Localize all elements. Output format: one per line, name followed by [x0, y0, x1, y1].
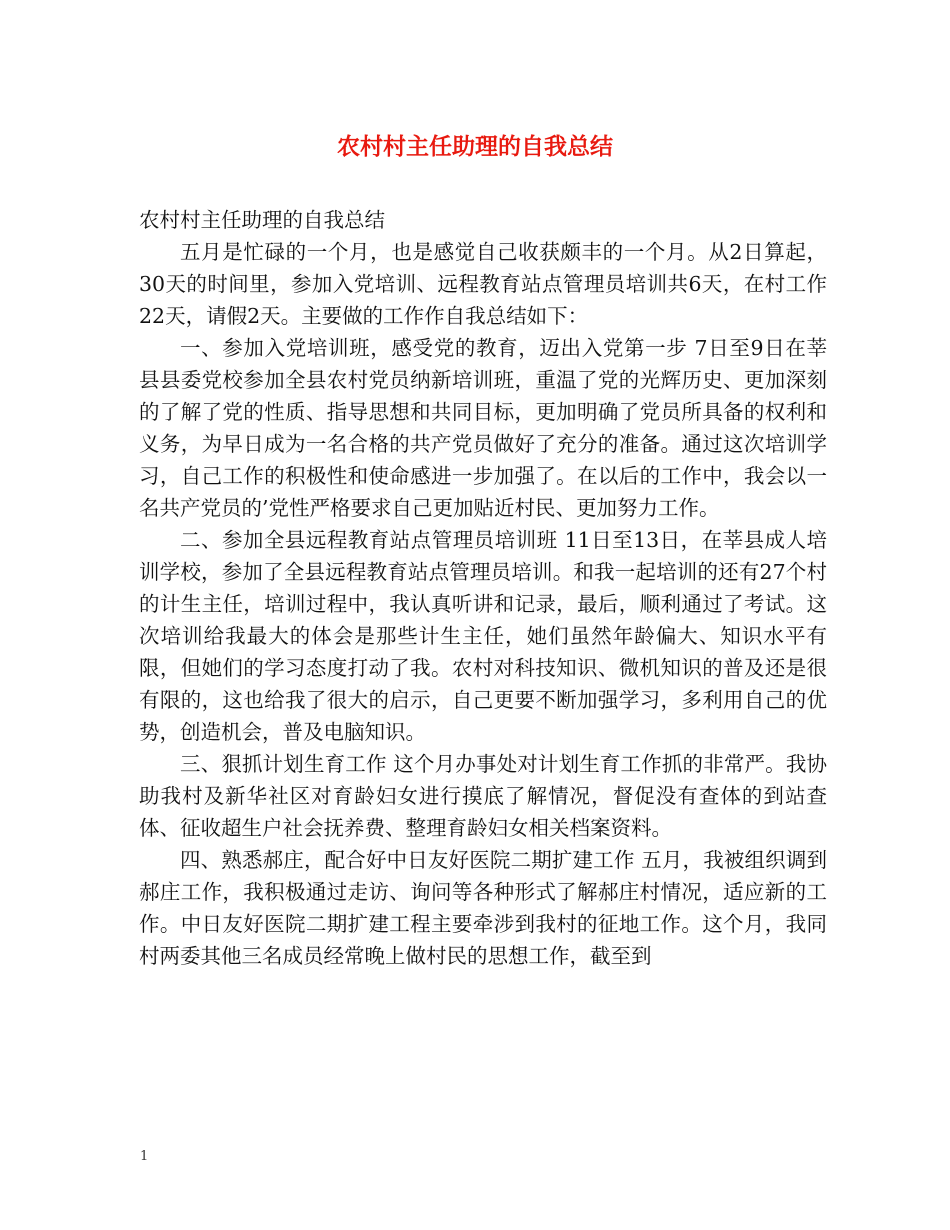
paragraph-intro: 五月是忙碌的一个月，也是感觉自己收获颇丰的一个月。从2日算起，30天的时间里，参加入党培训、远程教育站点管理员培训共6天，在村工作22天，请假2天。主要做的工作作自我总结如下： — [139, 240, 827, 328]
page-number: 1 — [140, 1149, 149, 1164]
document-body — [139, 204, 827, 972]
paragraph-family-planning: 三、狠抓计划生育工作 这个月办事处对计划生育工作抓的非常严。我协助我村及新华社区对育龄妇女进行摸底了解情况，督促没有查体的到站查体、征收超生户社会抚养费、整理育龄妇女相关档案资料。 — [139, 752, 827, 840]
paragraph-party-training: 一、参加入党培训班，感受党的教育，迈出入党第一步 7日至9日在莘县县委党校参加全县农村党员纳新培训班，重温了党的光辉历史、更加深刻的了解了党的性质、指导思想和共同目标，更加明确了党员所具备的权利和义务，为早日成为一名合格的共产党员做好了充分的准备。通过这次培训学习，自己工作的积极性和使命感进一步加强了。在以后的工作中，我会以一名共产党员的’党性严格要求自己更加贴近村民、更加努力工作。 — [139, 336, 827, 520]
document-subtitle: 农村村主任助理的自我总结 — [139, 208, 385, 232]
paragraph-haozhuang-hospital: 四、熟悉郝庄，配合好中日友好医院二期扩建工作 五月，我被组织调到郝庄工作，我积极通过走访、询问等各种形式了解郝庄村情况，适应新的工作。中日友好医院二期扩建工程主要牵涉到我村的征地工作。这个月，我同村两委其他三名成员经常晚上做村民的思想工作，截至到 — [139, 848, 827, 968]
document-title: 农村村主任助理的自我总结 — [337, 133, 613, 160]
paragraph-remote-education-training: 二、参加全县远程教育站点管理员培训班 11日至13日，在莘县成人培训学校，参加了全县远程教育站点管理员培训。和我一起培训的还有27个村的计生主任，培训过程中，我认真听讲和记录，最后，顺利通过了考试。这次培训给我最大的体会是那些计生主任，她们虽然年龄偏大、知识水平有限，但她们的学习态度打动了我。农村对科技知识、微机知识的普及还是很有限的，这也给我了很大的启示，自己更要不断加强学习，多利用自己的优势，创造机会，普及电脑知识。 — [139, 528, 827, 744]
